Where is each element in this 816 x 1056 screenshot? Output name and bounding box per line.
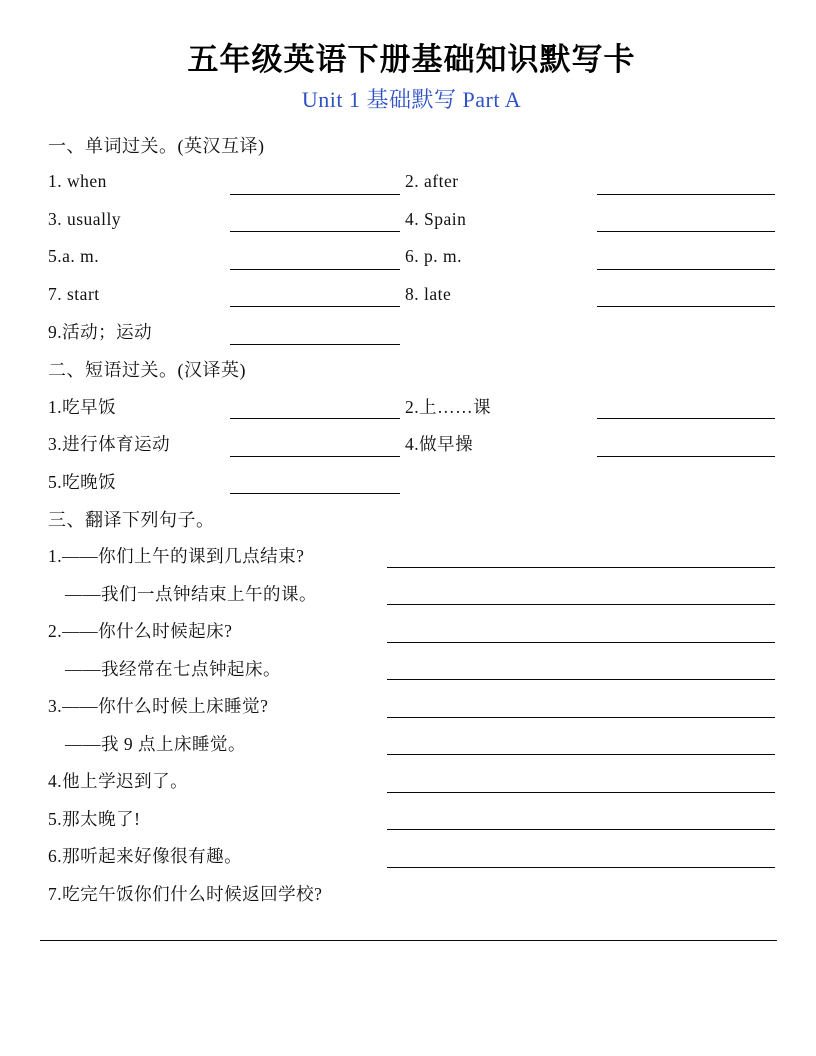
answer-blank: [387, 754, 775, 755]
word-label: 6. p. m.: [405, 246, 462, 267]
word-item: [405, 201, 775, 239]
word-row: [48, 276, 775, 314]
answer-blank: [597, 306, 775, 307]
answer-blank: [230, 456, 400, 457]
phrase-label: 2.上……课: [405, 396, 492, 417]
section-phrases-heading: 二、短语过关。(汉译英): [48, 360, 246, 381]
answer-blank: [387, 679, 775, 680]
answer-blank: [230, 306, 400, 307]
answer-blank: [230, 493, 400, 494]
word-row: [48, 238, 775, 276]
phrase-item: [48, 463, 405, 501]
sentence-row: [48, 612, 775, 650]
answer-blank: [597, 194, 775, 195]
word-label: 1. when: [48, 171, 107, 192]
answer-blank: [597, 418, 775, 419]
answer-blank: [387, 642, 775, 643]
word-label: 4. Spain: [405, 208, 467, 229]
sentence-text: 6.那听起来好像很有趣。: [48, 846, 243, 867]
word-item: [48, 201, 405, 239]
word-label: 5.a. m.: [48, 246, 100, 267]
answer-blank: [387, 717, 775, 718]
word-label: 9.活动；运动: [48, 322, 153, 343]
phrase-item: [405, 425, 775, 463]
sentence-row: [48, 537, 775, 575]
answer-blank: [597, 269, 775, 270]
page-subtitle: Unit 1 基础默写 Part A: [301, 86, 522, 112]
sentence-text: 7.吃完午饭你们什么时候返回学校?: [48, 883, 323, 904]
sentence-row: [48, 687, 775, 725]
word-item: [405, 238, 775, 276]
word-row: [48, 163, 775, 201]
phrase-item: [48, 388, 405, 426]
answer-blank: [597, 231, 775, 232]
phrase-item: [48, 425, 405, 463]
phrase-label: 1.吃早饭: [48, 396, 117, 417]
sentence-row: [48, 762, 775, 800]
word-label: 3. usually: [48, 208, 122, 229]
sentence-text: ——我经常在七点钟起床。: [65, 658, 281, 679]
sentence-row: [48, 575, 775, 613]
word-item: [48, 276, 405, 314]
word-label: 2. after: [405, 171, 459, 192]
section-sentences-heading: 三、翻译下列句子。: [48, 509, 215, 530]
answer-blank: [230, 344, 400, 345]
phrase-label: 4.做早操: [405, 434, 474, 455]
sentence-text: 4.他上学迟到了。: [48, 771, 189, 792]
page-title: 五年级英语下册基础知识默写卡: [187, 42, 636, 77]
phrase-label: 5.吃晚饭: [48, 471, 117, 492]
sentence-text: ——我 9 点上床睡觉。: [65, 733, 246, 754]
answer-blank: [597, 456, 775, 457]
phrase-row: [48, 388, 775, 426]
answer-blank: [230, 269, 400, 270]
sentence-row: [48, 875, 775, 913]
answer-blank: [230, 231, 400, 232]
phrase-label: 3.进行体育运动: [48, 434, 171, 455]
answer-blank: [387, 867, 775, 868]
sentence-row: [48, 725, 775, 763]
answer-blank: [387, 604, 775, 605]
phrase-item: [405, 388, 775, 426]
bottom-answer-line: [40, 940, 777, 941]
word-item: [48, 313, 405, 351]
word-item: [405, 276, 775, 314]
word-item: [405, 163, 775, 201]
answer-blank: [387, 829, 775, 830]
section-words-heading: 一、单词过关。(英汉互译): [48, 135, 265, 156]
phrase-row: [48, 463, 775, 501]
sentence-text: 5.那太晚了!: [48, 808, 141, 829]
word-item: [48, 163, 405, 201]
sentence-text: 1.——你们上午的课到几点结束?: [48, 546, 305, 567]
phrase-item: [405, 463, 775, 501]
word-row: [48, 201, 775, 239]
sentence-row: [48, 837, 775, 875]
answer-blank: [230, 194, 400, 195]
answer-blank: [387, 567, 775, 568]
word-row: [48, 313, 775, 351]
word-item: [405, 313, 775, 351]
word-item: [48, 238, 405, 276]
sentence-row: [48, 800, 775, 838]
word-label: 8. late: [405, 283, 452, 304]
sentence-text: ——我们一点钟结束上午的课。: [65, 583, 317, 604]
answer-blank: [387, 792, 775, 793]
sentence-text: 2.——你什么时候起床?: [48, 621, 233, 642]
word-label: 7. start: [48, 283, 100, 304]
phrase-row: [48, 425, 775, 463]
sentence-text: 3.——你什么时候上床睡觉?: [48, 696, 269, 717]
sentence-row: [48, 650, 775, 688]
answer-blank: [230, 418, 400, 419]
